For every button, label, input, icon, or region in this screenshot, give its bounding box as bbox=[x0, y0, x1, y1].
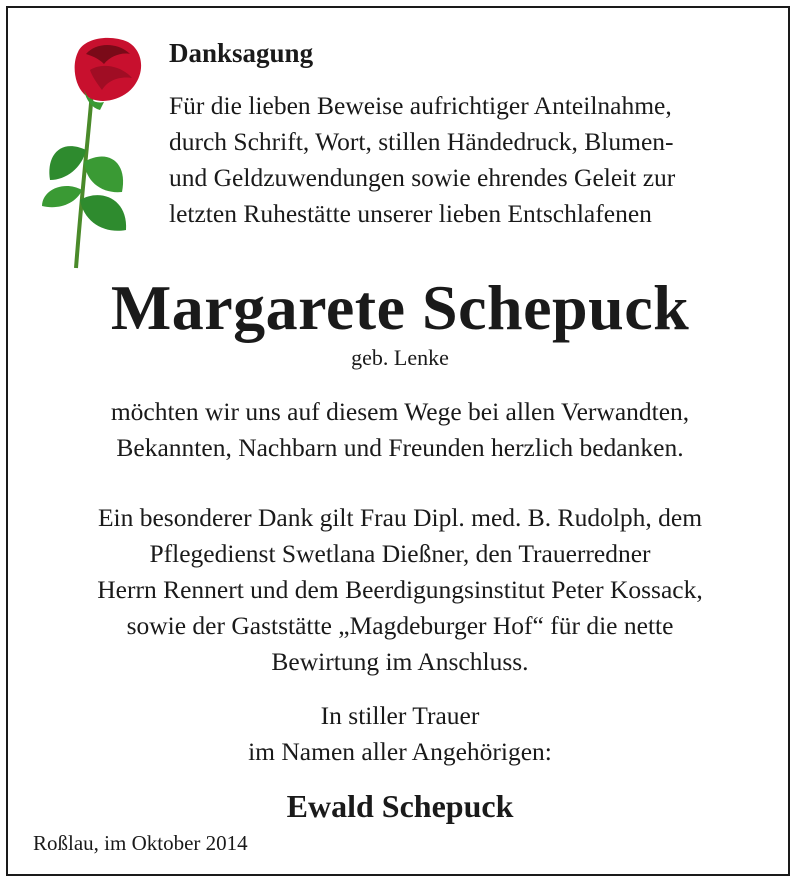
signer-name: Ewald Schepuck bbox=[286, 788, 514, 824]
intro-line: Für die lieben Beweise aufrichtiger Anteilnahme, bbox=[169, 91, 672, 120]
special-thanks-line: sowie der Gaststätte „Magdeburger Hof“ für die nette bbox=[126, 611, 674, 640]
intro-line: letzten Ruhestätte unserer lieben Entschlafenen bbox=[169, 199, 652, 228]
special-thanks-line: Pflegedienst Swetlana Dießner, den Trauerredner bbox=[149, 539, 651, 568]
deceased-name: Margarete Schepuck bbox=[110, 272, 690, 343]
place-date: Roßlau, im Oktober 2014 bbox=[33, 831, 248, 855]
notice-heading: Danksagung bbox=[169, 38, 314, 68]
special-thanks-line: Herrn Rennert und dem Beerdigungsinstitut Peter Kossack, bbox=[97, 575, 703, 604]
thanks-paragraph bbox=[0, 394, 800, 466]
intro-line: und Geldzuwendungen sowie ehrendes Geleit zur bbox=[169, 163, 676, 192]
thanks-line: Bekannten, Nachbarn und Freunden herzlich bedanken. bbox=[116, 433, 684, 462]
special-thanks-paragraph bbox=[0, 500, 800, 680]
special-thanks-line: Ein besonderer Dank gilt Frau Dipl. med. B. Rudolph, dem bbox=[97, 503, 703, 532]
mourning-paragraph bbox=[0, 698, 800, 770]
mourning-line: In stiller Trauer bbox=[320, 701, 480, 730]
thanks-line: möchten wir uns auf diesem Wege bei allen Verwandten, bbox=[110, 397, 690, 426]
mourning-line: im Namen aller Angehörigen: bbox=[248, 737, 552, 766]
special-thanks-line: Bewirtung im Anschluss. bbox=[271, 647, 529, 676]
intro-paragraph bbox=[169, 88, 789, 232]
birth-name: geb. Lenke bbox=[351, 345, 449, 370]
rose-icon bbox=[30, 30, 160, 275]
intro-line: durch Schrift, Wort, stillen Händedruck, Blumen- bbox=[169, 127, 674, 156]
